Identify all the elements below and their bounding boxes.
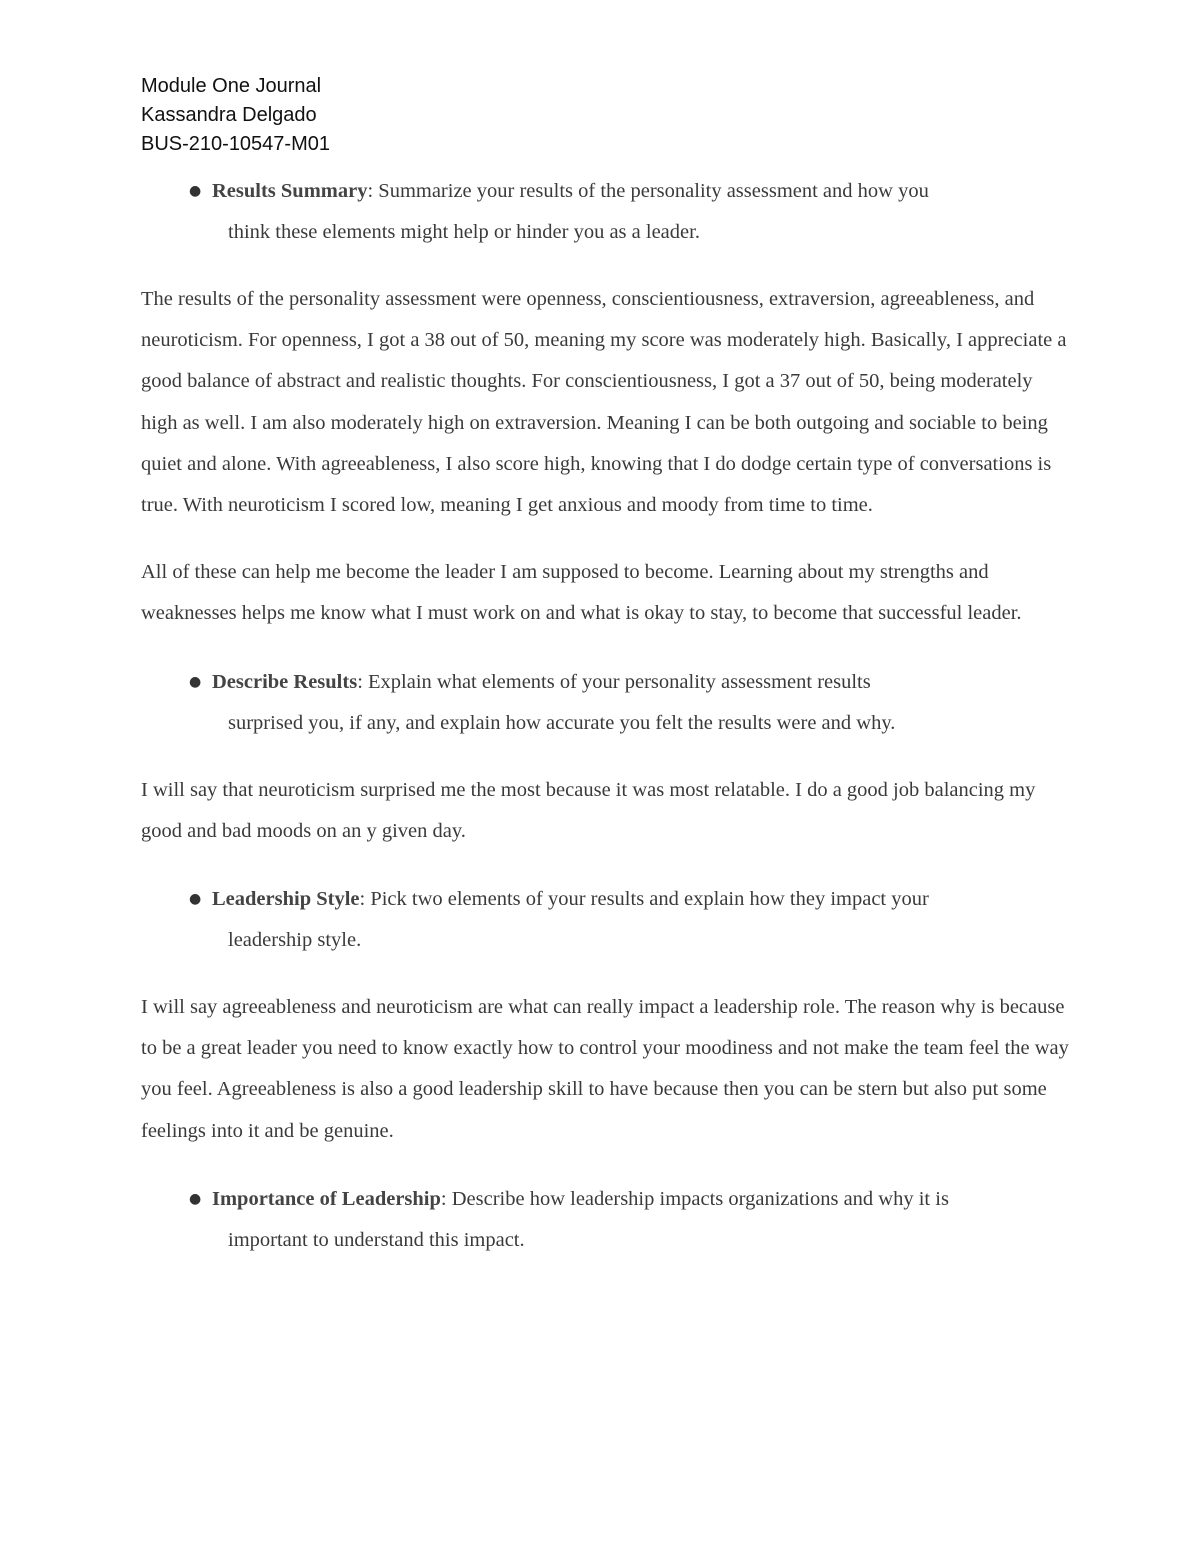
prompt-text: : Summarize your results of the personality assessment and how you <box>367 180 929 202</box>
document-page <box>141 72 1071 1261</box>
prompt-continuation: leadership style. <box>228 929 362 952</box>
section-heading: Importance of Leadership <box>212 1187 441 1210</box>
prompt-continuation: think these elements might help or hinder you as a leader. <box>228 221 700 243</box>
prompt-continuation: important to understand this impact. <box>228 1228 525 1251</box>
author-name: Kassandra Delgado <box>141 104 317 126</box>
course-code: BUS-210-10547-M01 <box>141 133 330 155</box>
bullet-icon: ● <box>189 673 202 690</box>
prompt-text: : Describe how leadership impacts organizations and why it is <box>440 1187 949 1210</box>
section-heading: Describe Results <box>212 670 358 693</box>
section-heading: Results Summary <box>212 180 368 202</box>
prompt-first-line <box>212 662 1071 703</box>
section-describe-results-prompt <box>141 662 1071 744</box>
response-paragraph: The results of the personality assessment were openness, conscientiousness, extraversion, agreeableness, and neuroticism. For openness, I got a 38 out of 50, meaning my score was moderately high. Basically, I appreciate a good balance of abstract and realistic thoughts. For conscientiousness, I got a 37 out of 50, being moderately high as well. I am also moderately high on extraversion. Meaning I can be both outgoing and sociable to being quiet and alone. With agreeableness, I also score high, knowing that I do dodge certain type of conversations is true. With neuroticism I scored low, meaning I get anxious and moody from time to time. <box>141 288 1067 517</box>
bullet-icon: ● <box>189 183 202 199</box>
prompt-first-line <box>212 879 1071 920</box>
response-paragraph: I will say that neuroticism surprised me the most because it was most relatable. I do a good job balancing my good and bad moods on an y given day. <box>141 778 1036 842</box>
bullet-icon: ● <box>189 1190 202 1207</box>
section-leadership-style-prompt <box>141 879 1071 961</box>
section-heading: Leadership Style <box>212 888 360 911</box>
prompt-continuation: surprised you, if any, and explain how accurate you felt the results were and why. <box>228 711 896 734</box>
document-title: Module One Journal <box>141 75 322 97</box>
bullet-icon: ● <box>189 891 202 908</box>
section-results-summary-prompt <box>141 171 1071 253</box>
prompt-first-line <box>212 1179 1071 1220</box>
prompt-first-line <box>212 171 1071 212</box>
section-importance-of-leadership-prompt <box>141 1179 1071 1261</box>
prompt-text: : Pick two elements of your results and explain how they impact your <box>359 888 929 911</box>
response-paragraph: All of these can help me become the leader I am supposed to become. Learning about my strengths and weaknesses helps me know what I must work on and what is okay to stay, to become that successful leader. <box>141 561 1022 625</box>
prompt-text: : Explain what elements of your personality assessment results <box>357 670 871 693</box>
response-paragraph: I will say agreeableness and neuroticism are what can really impact a leadership role. The reason why is because to be a great leader you need to know exactly how to control your moodiness and not make the team feel the way you feel. Agreeableness is also a good leadership skill to have because then you can be stern but also put some feelings into it and be genuine. <box>141 996 1069 1142</box>
